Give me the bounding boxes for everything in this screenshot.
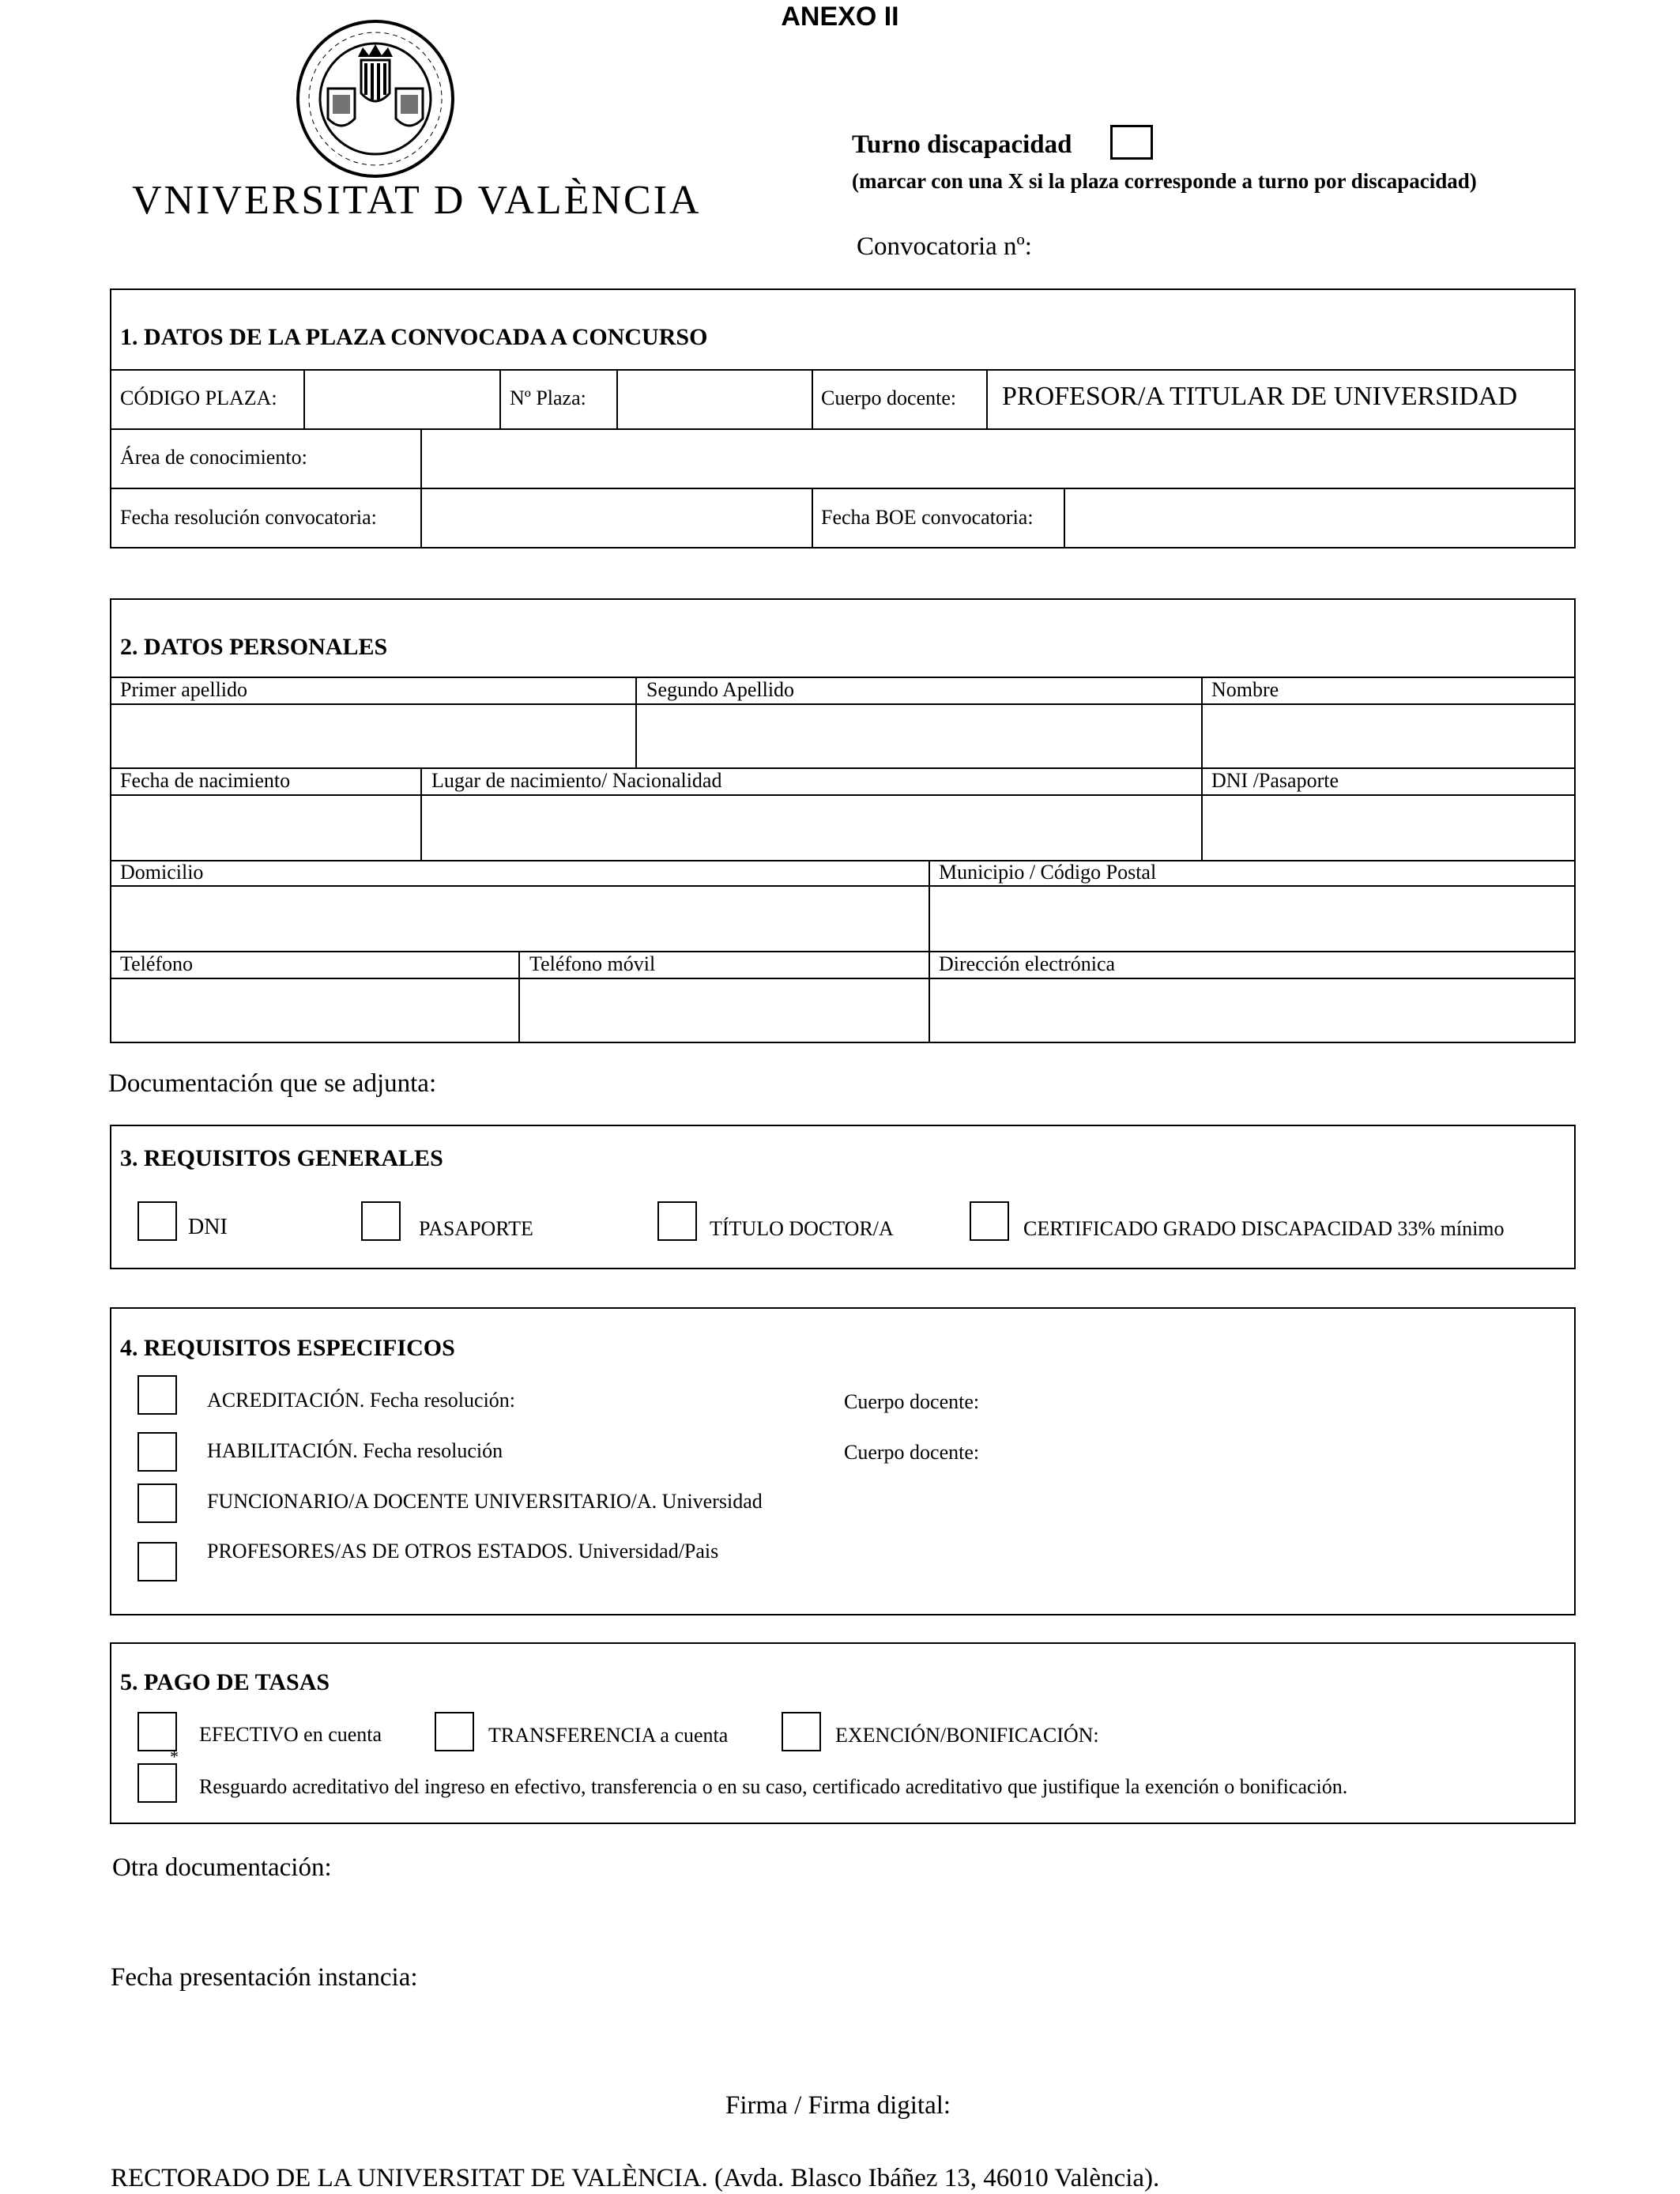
resguardo-label: Resguardo acreditativo del ingreso en efectivo, transferencia o en su caso, certificado acreditativo que justifique la exención o bonificación.: [199, 1775, 1348, 1798]
fecha-resolucion-field[interactable]: [422, 489, 812, 547]
profesores-otros-estados-label: PROFESORES/AS DE OTROS ESTADOS. Universidad/Pais: [207, 1540, 719, 1563]
dni-option-label: DNI: [188, 1215, 228, 1239]
efectivo-checkbox[interactable]: [137, 1712, 177, 1751]
convocatoria-label: Convocatoria nº:: [857, 232, 1032, 261]
section3-title: 3. REQUISITOS GENERALES: [120, 1145, 443, 1171]
municipio-field[interactable]: [930, 887, 1574, 951]
nombre-field[interactable]: [1203, 705, 1574, 767]
firma-label: Firma / Firma digital:: [725, 2091, 951, 2120]
footer-address: RECTORADO DE LA UNIVERSITAT DE VALÈNCIA. (Avda. Blasco Ibáñez 13, 46010 València).: [111, 2164, 1160, 2192]
seal-emblem: [298, 21, 453, 176]
certificado-discapacidad-checkbox[interactable]: [970, 1201, 1009, 1241]
fecha-boe-label: Fecha BOE convocatoria:: [821, 506, 1034, 529]
university-logo: [130, 16, 702, 223]
acreditacion-label: ACREDITACIÓN. Fecha resolución:: [207, 1389, 516, 1412]
segundo-apellido-field[interactable]: [637, 705, 1201, 767]
documentacion-label: Documentación que se adjunta:: [108, 1069, 437, 1098]
asterisk-mark: *: [170, 1747, 179, 1766]
titulo-doctor-checkbox[interactable]: [657, 1201, 697, 1241]
profesores-otros-estados-checkbox[interactable]: [137, 1542, 177, 1581]
exencion-checkbox[interactable]: [782, 1712, 821, 1751]
page-title: ANEXO II: [781, 2, 899, 32]
exencion-label: EXENCIÓN/BONIFICACIÓN:: [835, 1724, 1099, 1747]
codigo-plaza-field[interactable]: [305, 371, 499, 428]
fecha-nacimiento-label: Fecha de nacimiento: [120, 769, 291, 792]
acreditacion-cuerpo-label: Cuerpo docente:: [844, 1390, 980, 1413]
lugar-nacimiento-field[interactable]: [422, 796, 1201, 860]
cuerpo-docente-value: PROFESOR/A TITULAR DE UNIVERSIDAD: [1002, 382, 1518, 411]
municipio-label: Municipio / Código Postal: [939, 861, 1157, 884]
dni-checkbox[interactable]: [137, 1201, 177, 1241]
resguardo-checkbox[interactable]: [137, 1763, 177, 1803]
funcionario-checkbox[interactable]: [137, 1483, 177, 1523]
domicilio-field[interactable]: [111, 887, 929, 951]
efectivo-label: EFECTIVO en cuenta: [199, 1723, 382, 1746]
nombre-label: Nombre: [1211, 678, 1279, 701]
segundo-apellido-label: Segundo Apellido: [646, 678, 795, 701]
section5-title: 5. PAGO DE TASAS: [120, 1669, 330, 1695]
funcionario-label: FUNCIONARIO/A DOCENTE UNIVERSITARIO/A. Universidad: [207, 1490, 763, 1513]
lugar-nacimiento-label: Lugar de nacimiento/ Nacionalidad: [431, 769, 722, 792]
section4-title: 4. REQUISITOS ESPECIFICOS: [120, 1335, 455, 1361]
area-conocimiento-label: Área de conocimiento:: [120, 446, 307, 469]
turno-discapacidad-label: Turno discapacidad: [852, 130, 1072, 159]
certificado-discapacidad-option-label: CERTIFICADO GRADO DISCAPACIDAD 33% mínimo: [1023, 1217, 1505, 1240]
titulo-doctor-option-label: TÍTULO DOCTOR/A: [710, 1217, 894, 1240]
primer-apellido-label: Primer apellido: [120, 678, 248, 701]
pasaporte-option-label: PASAPORTE: [419, 1217, 533, 1240]
otra-documentacion-label: Otra documentación:: [112, 1853, 332, 1882]
turno-discapacidad-note: (marcar con una X si la plaza corresponde a turno por discapacidad): [852, 169, 1477, 193]
transferencia-label: TRANSFERENCIA a cuenta: [488, 1724, 729, 1747]
pasaporte-checkbox[interactable]: [361, 1201, 401, 1241]
habilitacion-checkbox[interactable]: [137, 1432, 177, 1472]
email-label: Dirección electrónica: [939, 952, 1116, 975]
section2-title: 2. DATOS PERSONALES: [120, 634, 388, 660]
telefono-label: Teléfono: [120, 952, 194, 975]
acreditacion-checkbox[interactable]: [137, 1375, 177, 1415]
fecha-nacimiento-field[interactable]: [111, 796, 420, 860]
section1-title: 1. DATOS DE LA PLAZA CONVOCADA A CONCURSO: [120, 324, 708, 350]
n-plaza-label: Nº Plaza:: [510, 386, 586, 409]
telefono-field[interactable]: [111, 979, 518, 1042]
turno-discapacidad-checkbox[interactable]: [1110, 125, 1153, 160]
cuerpo-docente-label: Cuerpo docente:: [821, 386, 957, 409]
domicilio-label: Domicilio: [120, 861, 204, 884]
dni-pasaporte-label: DNI /Pasaporte: [1211, 769, 1339, 792]
fecha-presentacion-label: Fecha presentación instancia:: [111, 1963, 418, 1992]
fecha-resolucion-label: Fecha resolución convocatoria:: [120, 506, 377, 529]
email-field[interactable]: [930, 979, 1574, 1042]
logo-wordmark: VNIVERSITAT D VALÈNCIA: [132, 178, 702, 223]
dni-pasaporte-field[interactable]: [1203, 796, 1574, 860]
habilitacion-label: HABILITACIÓN. Fecha resolución: [207, 1439, 503, 1462]
fecha-boe-field[interactable]: [1065, 489, 1574, 547]
telefono-movil-label: Teléfono móvil: [529, 952, 656, 975]
area-conocimiento-field[interactable]: [422, 430, 1574, 488]
n-plaza-field[interactable]: [618, 371, 812, 428]
primer-apellido-field[interactable]: [111, 705, 635, 767]
codigo-plaza-label: CÓDIGO PLAZA:: [120, 386, 277, 409]
transferencia-checkbox[interactable]: [435, 1712, 474, 1751]
telefono-movil-field[interactable]: [520, 979, 929, 1042]
habilitacion-cuerpo-label: Cuerpo docente:: [844, 1441, 980, 1464]
